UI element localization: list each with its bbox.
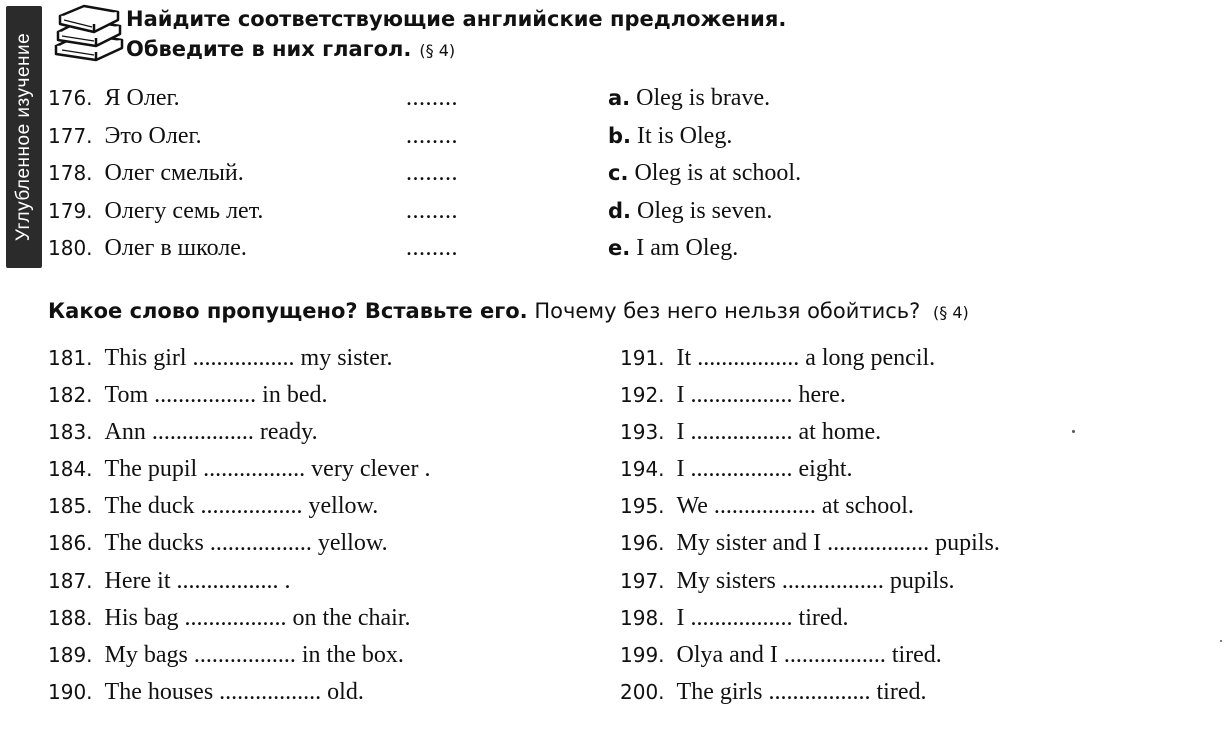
- item-number: 183.: [48, 420, 93, 445]
- item-number: 195.: [620, 494, 665, 519]
- sentence-with-gap: My sisters ................. pupils.: [676, 567, 955, 594]
- instruction-line-1: Найдите соответствующие английские предложения.: [126, 7, 787, 31]
- match-row: [48, 193, 988, 231]
- exercise-item: [620, 340, 1000, 377]
- english-text: Oleg is brave.: [636, 85, 771, 111]
- item-number: 187.: [48, 568, 93, 593]
- sentence-with-gap: The girls ................. tired.: [676, 678, 927, 705]
- item-number: 178.: [48, 161, 93, 185]
- russian-text: Это Олег.: [104, 122, 202, 149]
- item-number: 185.: [48, 494, 93, 519]
- match-row: [48, 80, 988, 118]
- exercise-item: [48, 414, 430, 451]
- sentence-with-gap: I ................. here.: [676, 382, 846, 409]
- russian-sentence: [48, 230, 247, 268]
- item-number: 184.: [48, 457, 93, 482]
- item-number: 192.: [620, 383, 665, 408]
- sentence-with-gap: The ducks ................. yellow.: [104, 530, 388, 557]
- exercise-item: [620, 414, 1000, 451]
- answer-blank: ........: [406, 235, 458, 261]
- item-number: 176.: [48, 86, 93, 110]
- item-number: 200.: [620, 679, 665, 704]
- sentence-with-gap: The duck ................. yellow.: [104, 493, 379, 520]
- sentence-with-gap: Ann ................. ready.: [104, 419, 318, 446]
- match-row: [48, 155, 988, 193]
- sentence-with-gap: The houses ................. old.: [104, 678, 364, 705]
- item-number: 199.: [620, 642, 665, 667]
- match-row: [48, 118, 988, 156]
- print-speck: [1072, 430, 1075, 433]
- fill-in-column-left: [48, 340, 430, 711]
- russian-sentence: [48, 193, 263, 231]
- answer-blank: ........: [406, 160, 458, 186]
- english-text: I am Oleg.: [636, 235, 739, 261]
- sentence-with-gap: I ................. tired.: [676, 604, 849, 631]
- exercise-item: [620, 525, 1000, 562]
- english-option: [608, 193, 772, 231]
- item-number: 180.: [48, 236, 93, 260]
- russian-text: Я Олег.: [104, 85, 180, 111]
- match-row: [48, 230, 988, 268]
- exercise-item: [48, 563, 430, 600]
- item-number: 198.: [620, 605, 665, 630]
- exercise-item: [48, 488, 430, 525]
- english-text: It is Oleg.: [637, 122, 733, 149]
- sentence-with-gap: This girl ................. my sister.: [104, 345, 393, 371]
- exercise-item: [48, 340, 430, 377]
- english-option: [608, 118, 732, 156]
- section-2-title-regular: Почему без него нельзя обойтись?: [534, 299, 921, 323]
- item-number: 189.: [48, 642, 93, 667]
- option-letter: a.: [608, 86, 631, 110]
- item-number: 177.: [48, 123, 93, 148]
- sentence-with-gap: The pupil ................. very clever .: [104, 456, 431, 483]
- item-number: 191.: [620, 346, 665, 370]
- sidebar-label: Углубленное изучение: [13, 32, 34, 242]
- sentence-with-gap: His bag ................. on the chair.: [104, 604, 411, 631]
- exercise-item: [620, 451, 1000, 488]
- books-icon: [50, 2, 126, 66]
- exercise-item: [48, 377, 430, 414]
- section-reference: (§ 4): [419, 41, 456, 60]
- sentence-with-gap: My sister and I ................. pupils.: [676, 530, 1000, 557]
- item-number: 190.: [48, 679, 93, 704]
- sentence-with-gap: My bags ................. in the box.: [104, 641, 404, 668]
- item-number: 197.: [620, 568, 665, 593]
- exercise-item: [48, 674, 430, 711]
- exercise-item: [48, 451, 430, 488]
- russian-sentence: [48, 155, 244, 193]
- option-letter: b.: [608, 123, 632, 148]
- exercise-instructions: [126, 4, 786, 66]
- english-text: Oleg is seven.: [637, 197, 773, 224]
- fill-in-column-right: [620, 340, 1000, 711]
- russian-sentence: [48, 80, 180, 118]
- english-option: [608, 155, 801, 193]
- exercise-item: [620, 377, 1000, 414]
- russian-text: Олегу семь лет.: [104, 197, 264, 224]
- exercise-item: [620, 674, 1000, 711]
- section-2-heading: [48, 296, 969, 328]
- exercise-item: [48, 600, 430, 637]
- sentence-with-gap: Here it ................. .: [104, 567, 291, 594]
- exercise-item: [48, 637, 430, 674]
- exercise-item: [620, 637, 1000, 674]
- sentence-with-gap: We ................. at school.: [676, 493, 914, 520]
- item-number: 182.: [48, 383, 93, 408]
- item-number: 188.: [48, 605, 93, 630]
- russian-text: Олег в школе.: [104, 235, 247, 261]
- answer-blank: ........: [406, 122, 458, 149]
- option-letter: e.: [608, 236, 631, 260]
- russian-sentence: [48, 118, 202, 156]
- item-number: 181.: [48, 346, 93, 370]
- item-number: 186.: [48, 531, 93, 556]
- sentence-with-gap: I ................. eight.: [676, 456, 853, 483]
- item-number: 196.: [620, 531, 665, 556]
- matching-exercise: [48, 80, 988, 268]
- sentence-with-gap: Olya and I ................. tired.: [676, 641, 942, 668]
- item-number: 193.: [620, 420, 665, 445]
- english-option: [608, 230, 738, 268]
- answer-blank: ........: [406, 197, 458, 224]
- sentence-with-gap: It ................. a long pencil.: [676, 345, 936, 371]
- english-text: Oleg is at school.: [634, 160, 802, 186]
- item-number: 179.: [48, 198, 93, 223]
- instruction-line-2-text: Обведите в них глагол.: [126, 37, 412, 61]
- option-letter: c.: [608, 161, 629, 185]
- sidebar-tab: [6, 6, 42, 268]
- russian-text: Олег смелый.: [104, 160, 244, 186]
- instruction-line-2: [126, 34, 786, 66]
- exercise-item: [48, 525, 430, 562]
- section-2-title-bold: Какое слово пропущено? Вставьте его.: [48, 299, 528, 323]
- option-letter: d.: [608, 198, 632, 223]
- item-number: 194.: [620, 457, 665, 482]
- exercise-item: [620, 563, 1000, 600]
- sentence-with-gap: I ................. at home.: [676, 419, 882, 446]
- exercise-item: [620, 600, 1000, 637]
- exercise-item: [620, 488, 1000, 525]
- answer-blank: ........: [406, 85, 458, 111]
- sentence-with-gap: Tom ................. in bed.: [104, 382, 328, 409]
- print-speck: [1220, 640, 1222, 642]
- section-2-reference: (§ 4): [933, 303, 969, 322]
- english-option: [608, 80, 770, 118]
